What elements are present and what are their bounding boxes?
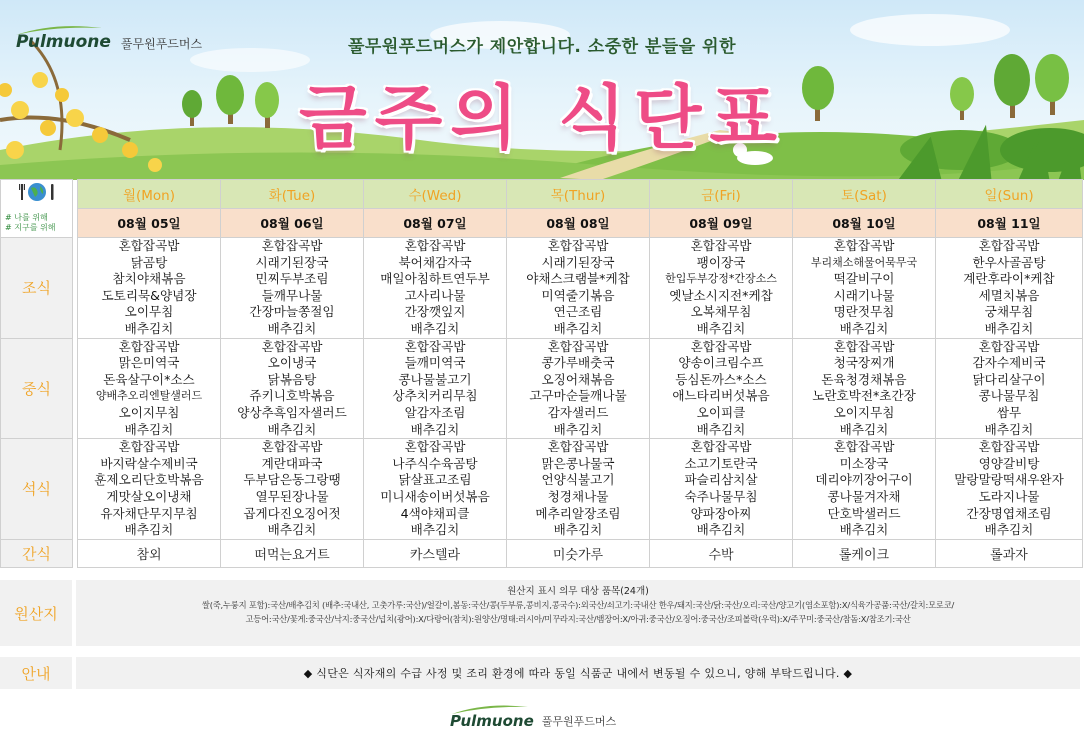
menu-item: 간장깻잎지 [404,304,466,320]
eco-icon-cell [1,180,73,209]
meal-row [1,439,1083,540]
menu-item: 오이무침 [124,304,174,320]
menu-item: 메추리알장조림 [535,505,621,521]
menu-cell [364,439,507,540]
menu-item: 들깨무나물 [261,287,323,303]
menu-item: 맑은콩나물국 [541,455,615,471]
menu-item: 혼합잡곡밥 [690,238,752,253]
menu-item: 참치야채볶음 [112,271,186,287]
snack-row [1,539,1083,567]
menu-item: 쥬키니호박볶음 [249,388,335,404]
menu-item: 배추김치 [984,320,1034,336]
menu-item: 혼합잡곡밥 [547,439,609,455]
menu-item: 오이피클 [696,404,746,420]
menu-item: 청국장찌개 [833,355,895,371]
menu-item: 배추김치 [839,421,889,437]
menu-cell [650,338,793,439]
menu-item: 양파장아찌 [690,505,752,521]
menu-item: 떡갈비구이 [833,271,895,287]
menu-item: 오이냉국 [267,355,317,371]
menu-item: 배추김치 [696,421,746,437]
menu-item: 혼합잡곡밥 [261,439,323,455]
menu-item: 간장마늘쫑절임 [249,304,335,320]
menu-item: 혼합잡곡밥 [978,439,1040,455]
menu-item: 유자채단무지무침 [100,505,198,521]
menu-item: 상추치커리무침 [392,388,478,404]
menu-cell [78,338,221,439]
meal-row [1,338,1083,439]
day-header-tue: 화(Tue) [221,180,364,209]
menu-item: 4색야채피클 [400,505,470,521]
menu-item: 양상추흑임자샐러드 [237,404,347,420]
menu-item: 닭다리살구이 [972,371,1046,387]
menu-cell [793,439,936,540]
menu-item: 훈제오리단호박볶음 [94,472,204,488]
footer-wordmark: Pulmuone [450,712,534,730]
day-header-sun: 일(Sun) [936,180,1083,209]
menu-item: 영양갈비탕 [978,455,1040,471]
menu-item: 양배추오리엔탈샐러드 [95,389,203,403]
menu-item: 한입두부강정*간장소스 [665,272,777,286]
menu-item: 바지락살수제비국 [100,455,198,471]
menu-item: 닭곰탕 [130,254,168,270]
menu-item: 애느타리버섯볶음 [672,388,770,404]
origin-line: 고등어:국산/꽃게:중국산/낙지:중국산/넙치(광어):X/다랑어(참치):원양산/명태:러시아/미꾸라지:국산/뱀장어:X/아귀:중국산/오징어:중국산/조피볼락(우럭):X/주꾸미:중국산/참돔:X/참조기:국산 [245,614,911,624]
menu-cell [507,338,650,439]
menu-cell [650,238,793,339]
menu-item: 미역줄기볶음 [541,287,615,303]
menu-item: 노란호박전*초간장 [812,388,916,404]
menu-item: 콩나물불고기 [398,371,472,387]
date-fri: 08월 09일 [650,209,793,238]
day-header-sat: 토(Sat) [793,180,936,209]
menu-item: 오이지무침 [118,404,180,420]
pulmuone-leaf-icon [450,704,530,716]
menu-cell [936,439,1083,540]
menu-cell [78,238,221,339]
footer-subtext: 풀무원푸드머스 [541,715,617,728]
menu-item: 혼합잡곡밥 [118,238,180,253]
menu-item: 쌈무 [996,404,1022,420]
menu-cell [793,338,936,439]
date-thu: 08월 08일 [507,209,650,238]
day-header-mon: 월(Mon) [78,180,221,209]
menu-item: 청경채나물 [547,488,609,504]
menu-item: 곱게다진오징어젓 [243,505,341,521]
menu-item: 두부담은동그랑땡 [243,472,341,488]
day-header-fri: 금(Fri) [650,180,793,209]
day-header-wed: 수(Wed) [364,180,507,209]
legend-line: # 나를 위해 [5,212,48,222]
menu-cell [221,439,364,540]
origin-body [76,580,1080,646]
menu-item: 단호박샐러드 [827,505,901,521]
menu-item: 돈육살구이*소스 [103,371,195,387]
menu-item: 궁채무침 [984,304,1034,320]
page-title: 금주의 식단표 [298,77,786,159]
legend [1,209,73,238]
menu-item: 배추김치 [124,320,174,336]
menu-cell [78,439,221,540]
snack-cell: 미숫가루 [507,539,650,567]
menu-item: 시래기된장국 [541,254,615,270]
origin-title: 원산지 표시 의무 대상 품목(24개) [507,586,649,597]
menu-item: 배추김치 [839,522,889,538]
menu-cell [364,238,507,339]
menu-item: 닭살표고조림 [398,472,472,488]
snack-cell: 수박 [650,539,793,567]
menu-item: 오이지무침 [833,404,895,420]
menu-item: 오징어채볶음 [541,371,615,387]
menu-item: 데리야끼장어구이 [815,472,913,488]
menu-item: 배추김치 [984,421,1034,437]
legend-line: # 지구를 위해 [5,222,56,232]
menu-cell [221,238,364,339]
meal-label: 석식 [1,439,73,540]
date-mon: 08월 05일 [78,209,221,238]
notice-label: 안내 [0,657,72,689]
menu-item: 배추김치 [410,522,460,538]
footer-logo [450,712,616,730]
menu-item: 혼합잡곡밥 [118,439,180,455]
menu-item: 명란젓무침 [833,304,895,320]
menu-item: 민찌두부조림 [255,271,329,287]
snack-cell: 롤과자 [936,539,1083,567]
menu-item: 맑은미역국 [118,355,180,371]
menu-item: 한우사골곰탕 [972,254,1046,270]
origin-line: 쌀(죽,누룽지 포함):국산/배추김치 (배추:국내산, 고춧가루:국산)/얼갈이,봄동:국산/콩(두부류,콩비지,콩국수):외국산/쇠고기:국내산 한우/돼지:국산/닭:국산/오리:국산/양고기(염소포함):X/식육가공품:국산/갈치:모로코/ [201,600,955,610]
menu-item: 혼합잡곡밥 [978,338,1040,354]
menu-item: 혼합잡곡밥 [404,439,466,455]
menu-item: 언양식불고기 [541,472,615,488]
snack-cell: 롤케이크 [793,539,936,567]
menu-item: 배추김치 [124,522,174,538]
menu-item: 배추김치 [124,421,174,437]
menu-item: 콩나물겨자채 [827,488,901,504]
menu-cell [507,238,650,339]
menu-item: 배추김치 [410,421,460,437]
menu-item: 숙주나물무침 [684,488,758,504]
menu-item: 시래기된장국 [255,254,329,270]
menu-item: 배추김치 [267,421,317,437]
menu-item: 소고기토란국 [684,455,758,471]
date-tue: 08월 06일 [221,209,364,238]
menu-item: 혼합잡곡밥 [404,238,466,253]
menu-item: 고구마순들깨나물 [529,388,627,404]
menu-item: 콩가루배춧국 [541,355,615,371]
menu-item: 혼합잡곡밥 [261,238,323,253]
menu-item: 연근조림 [553,304,603,320]
menu-item: 배추김치 [696,320,746,336]
menu-cell [221,338,364,439]
menu-item: 부리채소해물어묵무국 [810,255,918,269]
menu-item: 들깨미역국 [404,355,466,371]
menu-item: 혼합잡곡밥 [833,338,895,354]
menu-item: 혼합잡곡밥 [690,439,752,455]
menu-item: 북어채감자국 [398,254,472,270]
menu-item: 혼합잡곡밥 [833,439,895,455]
menu-item: 돈육청경채볶음 [821,371,907,387]
menu-item: 팽이장국 [696,254,746,270]
menu-item: 혼합잡곡밥 [547,238,609,253]
snack-cell: 카스텔라 [364,539,507,567]
menu-item: 감자수제비국 [972,355,1046,371]
menu-item: 감자샐러드 [547,404,609,420]
snack-cell: 참외 [78,539,221,567]
menu-item: 매일아침하트연두부 [380,271,490,287]
menu-cell [936,338,1083,439]
menu-item: 배추김치 [839,320,889,336]
menu-item: 나주식수육곰탕 [392,455,478,471]
meal-label: 조식 [1,238,73,339]
menu-item: 미니새송이버섯볶음 [380,488,490,504]
notice-section [0,657,1084,689]
menu-item: 고사리나물 [404,287,466,303]
logo-wordmark: Pulmuone [16,32,111,52]
menu-item: 알감자조림 [404,404,466,420]
header-subtitle: 풀무원푸드머스가 제안합니다. 소중한 분들을 위한 [348,37,736,57]
menu-item: 게맛살오이냉채 [106,488,192,504]
menu-item: 혼합잡곡밥 [118,338,180,354]
menu-item: 양송이크림수프 [678,355,764,371]
notice-text: ◆ 식단은 식자재의 수급 사정 및 조리 환경에 따라 동일 식품군 내에서 변동될 수 있으니, 양해 부탁드립니다. ◆ [76,657,1080,689]
date-sun: 08월 11일 [936,209,1083,238]
menu-cell [650,439,793,540]
menu-item: 계란대파국 [261,455,323,471]
menu-cell [364,338,507,439]
logo-subtext: 풀무원푸드머스 [120,36,203,51]
menu-item: 혼합잡곡밥 [978,238,1040,253]
menu-item: 혼합잡곡밥 [261,338,323,354]
menu-item: 시래기나물 [833,287,895,303]
menu-item: 세멸치볶음 [978,287,1040,303]
weekly-menu-table [0,179,1083,568]
menu-item: 배추김치 [553,522,603,538]
menu-item: 혼합잡곡밥 [690,338,752,354]
menu-item: 미소장국 [839,455,889,471]
menu-item: 열무된장나물 [255,488,329,504]
menu-item: 도토리묵&양념장 [101,287,197,303]
menu-item: 혼합잡곡밥 [404,338,466,354]
menu-item: 옛날소시지전*케찹 [669,287,773,303]
menu-item: 배추김치 [696,522,746,538]
menu-item: 계란후라이*케찹 [963,271,1055,287]
origin-label: 원산지 [0,580,72,646]
meal-label-snack: 간식 [1,539,73,567]
day-header-thu: 목(Thur) [507,180,650,209]
header-banner [0,0,1084,180]
menu-cell [507,439,650,540]
menu-item: 혼합잡곡밥 [547,338,609,354]
origin-section [0,580,1084,646]
menu-item: 배추김치 [267,320,317,336]
menu-item: 혼합잡곡밥 [833,238,895,253]
meal-label: 중식 [1,338,73,439]
menu-item: 콩나물무침 [978,388,1040,404]
menu-item: 배추김치 [984,522,1034,538]
date-sat: 08월 10일 [793,209,936,238]
menu-item: 도라지나물 [978,488,1040,504]
date-wed: 08월 07일 [364,209,507,238]
menu-cell [793,238,936,339]
snack-cell: 떠먹는요거트 [221,539,364,567]
menu-cell [936,238,1083,339]
menu-item: 배추김치 [267,522,317,538]
earth-cutlery-icon [15,180,59,204]
menu-item: 야채스크램블*케찹 [526,271,630,287]
menu-item: 배추김치 [553,421,603,437]
menu-item: 간장명엽채조림 [966,505,1052,521]
menu-item: 닭볶음탕 [267,371,317,387]
menu-item: 배추김치 [553,320,603,336]
menu-item: 파슬리삼치살 [684,472,758,488]
menu-item: 말랑말랑떡새우완자 [954,472,1064,488]
menu-item: 배추김치 [410,320,460,336]
menu-item: 오복채무침 [690,304,752,320]
menu-item: 등심돈까스*소스 [675,371,767,387]
meal-row [1,238,1083,339]
